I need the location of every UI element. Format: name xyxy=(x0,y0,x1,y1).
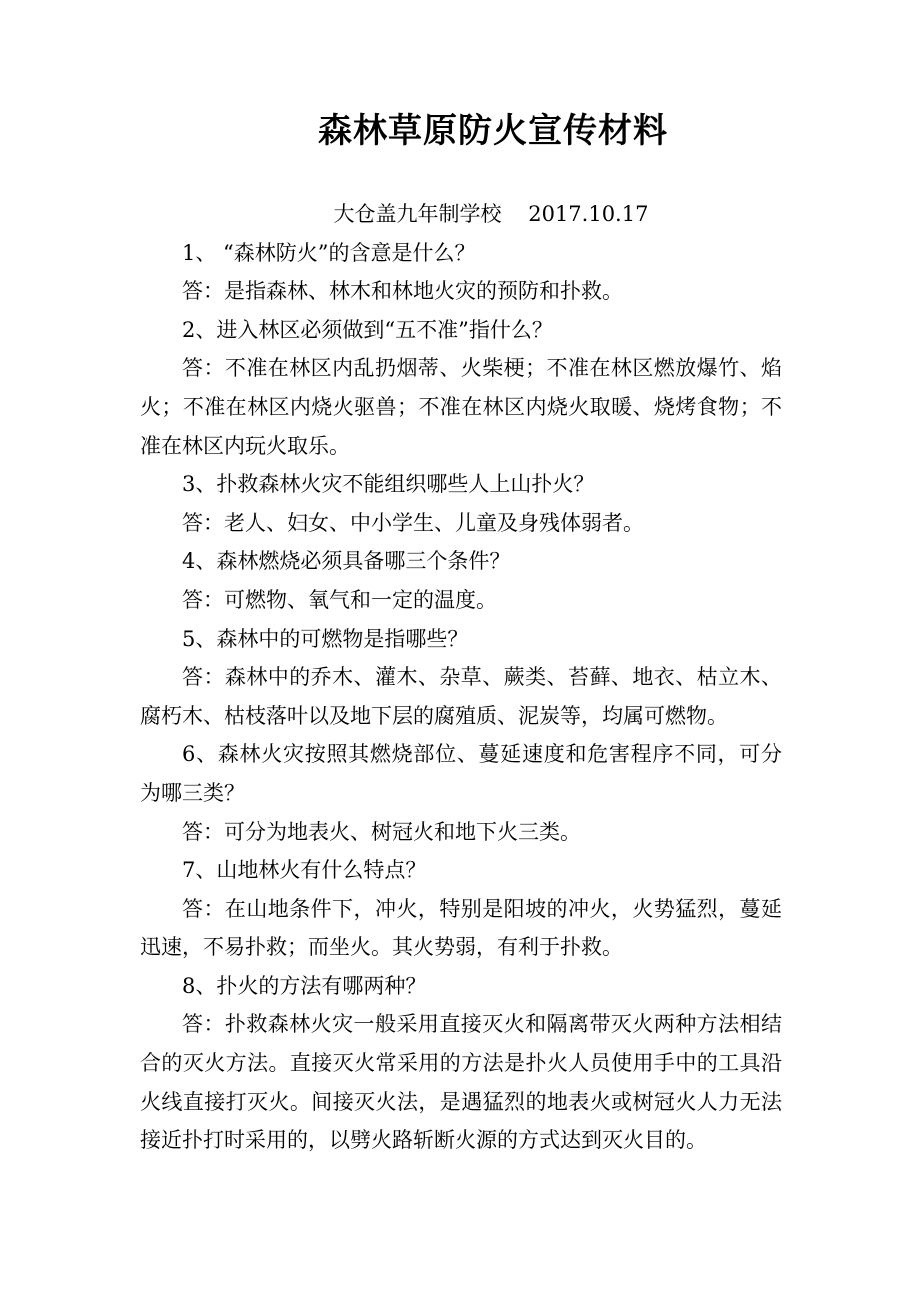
document-body xyxy=(140,195,782,1160)
answer-1: 答：是指森林、林木和林地火灾的预防和扑救。 xyxy=(182,279,623,304)
question-5: 5、森林中的可燃物是指哪些？ xyxy=(182,626,469,651)
answer-7: 答：在山地条件下，冲火，特别是阳坡的冲火，火势猛烈，蔓延迅速，不易扑救；而坐火。其火势弱，有利于扑救。 xyxy=(140,896,782,960)
question-2: 2、进入林区必须做到“五不准”指什么？ xyxy=(182,317,553,342)
answer-6: 答：可分为地表火、树冠火和地下火三类。 xyxy=(182,819,581,844)
question-8: 8、扑火的方法有哪两种？ xyxy=(182,973,427,998)
byline: 大仓盖九年制学校 2017.10.17 xyxy=(333,202,649,226)
question-4: 4、森林燃烧必须具备哪三个条件？ xyxy=(182,549,511,574)
question-6: 6、森林火灾按照其燃烧部位、蔓延速度和危害程序不同，可分为哪三类？ xyxy=(140,742,782,805)
answer-2: 答：不准在林区内乱扔烟蒂、火柴梗；不准在林区燃放爆竹、焰火；不准在林区内烧火驱兽；不准在林区内烧火取暖、烧烤食物；不准在林区内玩火取乐。 xyxy=(140,356,782,458)
answer-8: 答：扑救森林火灾一般采用直接灭火和隔离带灭火两种方法相结合的灭火方法。直接灭火常采用的方法是扑火人员使用手中的工具沿火线直接打灭火。间接灭火法，是遇猛烈的地表火或树冠火人力无法接近扑打时采用的，以劈火路斩断火源的方式达到灭火目的。 xyxy=(140,1012,782,1153)
answer-3: 答：老人、妇女、中小学生、儿童及身残体弱者。 xyxy=(182,510,644,535)
answer-4: 答：可燃物、氧气和一定的温度。 xyxy=(182,587,497,612)
question-1: 1、 “森林防火”的含意是什么？ xyxy=(182,240,476,265)
question-3: 3、扑救森林火灾不能组织哪些人上山扑火？ xyxy=(182,472,595,497)
document-title: 森林草原防火宣传材料 xyxy=(318,111,668,151)
answer-5: 答：森林中的乔木、灌木、杂草、蕨类、苔藓、地衣、枯立木、腐朽木、枯枝落叶以及地下层的腐殖质、泥炭等，均属可燃物。 xyxy=(140,665,782,728)
question-7: 7、山地林火有什么特点？ xyxy=(182,858,427,883)
